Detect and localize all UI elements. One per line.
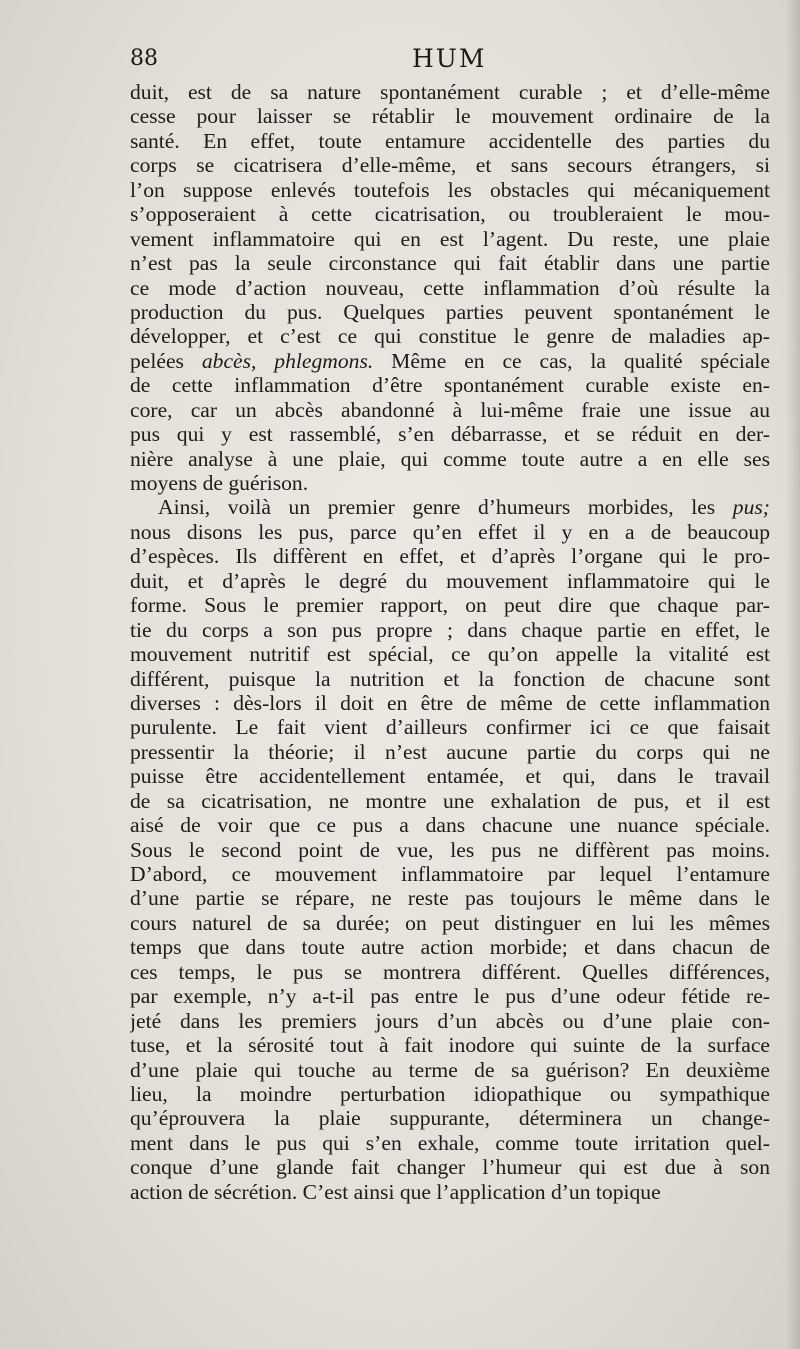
text-line: nière analyse à une plaie, qui comme toute autre a en elle ses	[130, 446, 770, 471]
text-line	[130, 349, 770, 373]
text-line: différent, puisque la nutrition et la fonction de chacune sont	[130, 666, 770, 691]
running-head: HUM	[412, 44, 487, 73]
text-line: moyens de guérison.	[130, 471, 309, 495]
text-run: pelées	[130, 348, 202, 373]
text-line: corps se cicatrisera d’elle-même, et sans secours étrangers, si	[130, 153, 770, 178]
text-line: ces temps, le pus se montrera différent. Quelles différences,	[130, 959, 770, 984]
text-line: ment dans le pus qui s’en exhale, comme toute irritation quel-	[130, 1130, 770, 1155]
text-line: tuse, et la sérosité tout à fait inodore qui suinte de la surface	[130, 1033, 770, 1058]
text-line: de sa cicatrisation, ne montre une exhalation de pus, et il est	[130, 788, 770, 813]
page-number: 88	[130, 46, 158, 71]
text-line: cours naturel de sa durée; on peut distinguer en lui les mêmes	[130, 910, 770, 935]
text-line: s’opposeraient à cette cicatrisation, ou troubleraient le mou-	[130, 202, 770, 227]
text-line: d’une partie se répare, ne reste pas toujours le même dans le	[130, 886, 770, 911]
text-line: pus qui y est rassemblé, s’en débarrasse, et se réduit en der-	[130, 422, 770, 447]
text-line: pressentir la théorie; il n’est aucune partie du corps qui ne	[130, 739, 770, 764]
text-line: ce mode d’action nouveau, cette inflammation d’où résulte la	[130, 275, 770, 300]
text-line: vement inflammatoire qui en est l’agent. Du reste, une plaie	[130, 226, 770, 251]
text-line: n’est pas la seule circonstance qui fait établir dans une partie	[130, 251, 770, 276]
text-line: qu’éprouvera la plaie suppurante, déterminera un change-	[130, 1106, 770, 1131]
text-line: développer, et c’est ce qui constitue le genre de maladies ap-	[130, 324, 770, 349]
italic-term: pus;	[732, 495, 770, 520]
text-line: mouvement nutritif est spécial, ce qu’on appelle la vitalité est	[130, 642, 770, 667]
text-line: D’abord, ce mouvement inflammatoire par lequel l’entamure	[130, 862, 770, 886]
text-line: duit, et d’après le degré du mouvement inflammatoire qui le	[130, 568, 770, 593]
body-text	[130, 80, 770, 1204]
text-run: Même en ce cas, la qualité spéciale	[373, 348, 770, 373]
text-line: puisse être accidentellement entamée, et qui, dans le travail	[130, 764, 770, 789]
text-line: santé. En effet, toute entamure accidentelle des parties du	[130, 128, 770, 153]
page-header	[130, 44, 770, 78]
text-line: forme. Sous le premier rapport, on peut dire que chaque par-	[130, 593, 770, 618]
text-line: de cette inflammation d’être spontanément curable existe en-	[130, 373, 770, 398]
text-line: lieu, la moindre perturbation idiopathique ou sympathique	[130, 1081, 770, 1106]
text-line	[130, 495, 770, 519]
page-edge-shadow	[786, 0, 800, 1349]
text-line: l’on suppose enlevés toutefois les obstacles qui mécaniquement	[130, 177, 770, 202]
text-line: temps que dans toute autre action morbide; et dans chacun de	[130, 935, 770, 960]
text-line: jeté dans les premiers jours d’un abcès ou d’une plaie con-	[130, 1008, 770, 1033]
text-line: diverses : dès-lors il doit en être de même de cette inflammation	[130, 690, 770, 715]
text-line: d’une plaie qui touche au terme de sa guérison? En deuxième	[130, 1057, 770, 1082]
text-line: nous disons les pus, parce qu’en effet il y en a de beaucoup	[130, 519, 770, 544]
text-line: action de sécrétion. C’est ainsi que l’application d’un topique	[130, 1179, 661, 1204]
text-line: par exemple, n’y a-t-il pas entre le pus d’une odeur fétide re-	[130, 984, 770, 1009]
text-line: aisé de voir que ce pus a dans chacune une nuance spéciale.	[130, 813, 770, 838]
text-run: Ainsi, voilà un premier genre d’humeurs morbides, les	[158, 495, 733, 520]
italic-term: abcès, phlegmons.	[201, 348, 374, 373]
text-line: tie du corps a son pus propre ; dans chaque partie en effet, le	[130, 617, 770, 642]
text-line: core, car un abcès abandonné à lui-même fraie une issue au	[130, 397, 770, 422]
text-line: production du pus. Quelques parties peuvent spontanément le	[130, 299, 770, 324]
text-line: conque d’une glande fait changer l’humeur qui est due à son	[130, 1155, 770, 1180]
text-line: cesse pour laisser se rétablir le mouvement ordinaire de la	[130, 104, 770, 129]
text-line: Sous le second point de vue, les pus ne diffèrent pas moins.	[130, 837, 770, 862]
text-line: d’espèces. Ils diffèrent en effet, et d’après l’organe qui le pro-	[130, 544, 770, 569]
text-line: purulente. Le fait vient d’ailleurs confirmer ici ce que faisait	[130, 715, 770, 740]
text-line: duit, est de sa nature spontanément curable ; et d’elle-même	[130, 80, 770, 104]
